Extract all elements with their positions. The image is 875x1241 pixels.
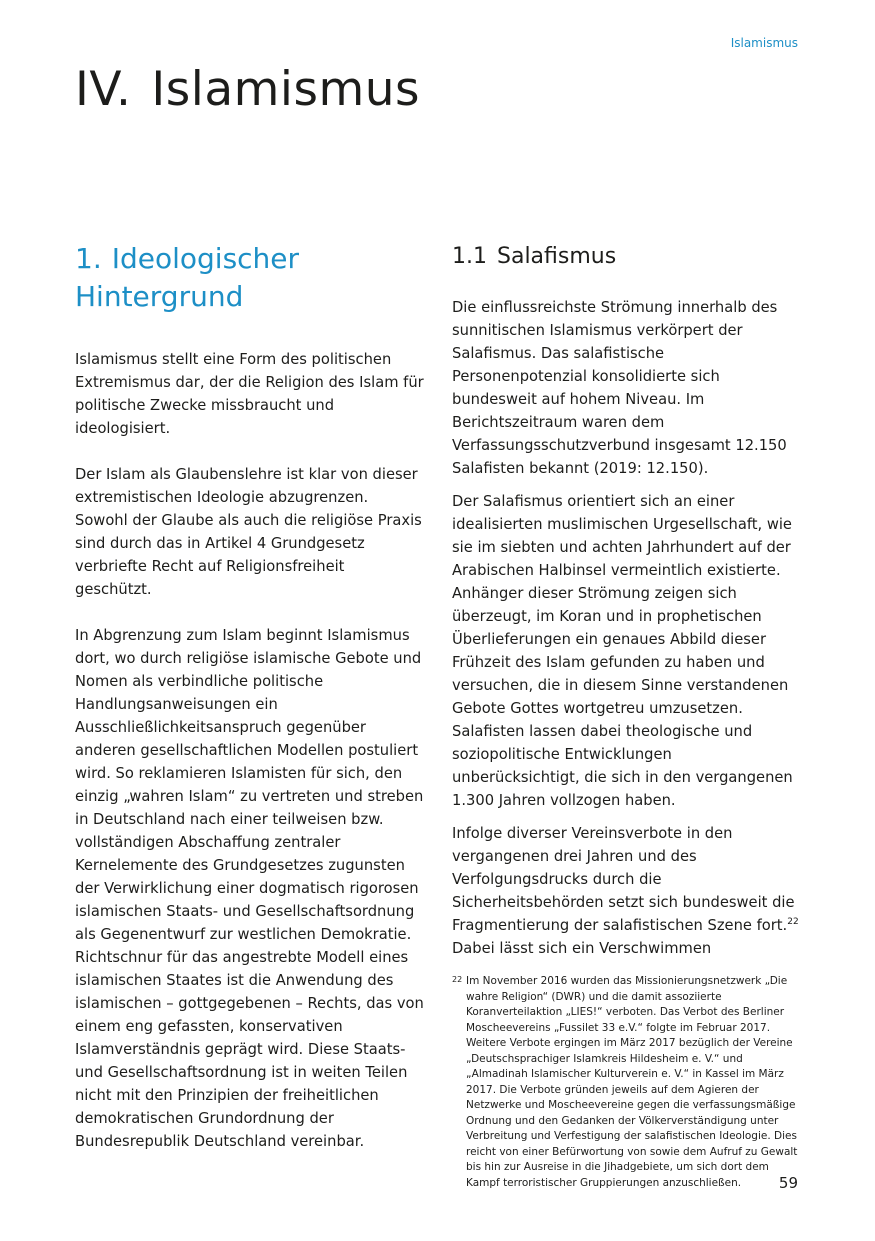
section-title	[75, 240, 425, 316]
subsection-paragraph-2: Der Salafismus orientiert sich an einer idealisierten muslimischen Urgesellschaft, wie sie im siebten und achten Jahrhundert auf der Arabischen Halbinsel vermeintlich existierte. Anhänger dieser Strömung zeigen sich überzeugt, im Koran und in prophetischen Überlieferungen ein genaues Abbild dieser Frühzeit des Islam gefunden zu haben und versuchen, die in diesem Sinne verstandenen Gebote Gottes wortgetreu umzusetzen. Salafisten lassen dabei theologische und soziopolitische Entwicklungen unberücksichtigt, die sich in den vergangenen 1.300 Jahren vollzogen haben.	[452, 493, 793, 809]
running-head: Islamismus	[730, 36, 798, 50]
section-paragraph-1: Islamismus stellt eine Form des politischen Extremismus dar, der die Religion des Islam für politische Zwecke missbraucht und ideologisiert.	[75, 351, 424, 437]
chapter-title	[75, 62, 420, 117]
paragraph-3-text-before: Infolge diverser Vereinsverbote in den vergangenen drei Jahren und des Verfolgungsdrucks durch die Sicherheitsbehörden setzt sich bundesweit die Fragmentierung der salafistischen Szene fort.	[452, 825, 795, 934]
subsection-title-text: Salafismus	[497, 244, 617, 269]
section-paragraph-3: In Abgrenzung zum Islam beginnt Islamismus dort, wo durch religiöse islamische Gebote und Nomen als verbindliche politische Handlungsanweisungen ein Ausschließlichkeitsanspruch gegenüber anderen gesellschaftlichen Modellen postuliert wird. So reklamieren Islamisten für sich, den einzig „wahren Islam“ zu vertreten und streben in Deutschland nach einer teilweisen bzw. vollständigen Abschaffung zentraler Kernelemente des Grundgesetzes zugunsten der Verwirklichung einer dogmatisch rigorosen islamischen Staats- und Gesellschaftsordnung als Gegenentwurf zur westlichen Demokratie. Richtschnur für das angestrebte Modell eines islamischen Staates ist die Anwendung des islamischen – gottgegebenen – Rechts, das von einem eng gefassten, konservativen Islamverständnis geprägt wird. Diese Staats- und Gesellschaftsordnung ist in weiten Teilen nicht mit den Prinzipien der freiheitlichen demokratischen Grundordnung der Bundesrepublik Deutschland vereinbar.	[75, 627, 424, 1150]
subsection-number: 1.1	[452, 244, 487, 269]
subsection-paragraph-3	[452, 822, 802, 960]
section-title-line1: Ideologischer	[111, 242, 300, 275]
chapter-number: IV.	[75, 62, 132, 117]
chapter-title-text: Islamismus	[151, 62, 421, 117]
footnote-number: 22	[452, 975, 463, 984]
paragraph-3-text-after: Dabei lässt sich ein Verschwimmen	[452, 940, 712, 957]
footnote-text: Im November 2016 wurden das Missionierungsnetzwerk „Die wahre Religion“ (DWR) und die damit assoziierte Koranverteilaktion „LIES!“ verboten. Das Verbot des Berliner Moscheevereins „Fussilet 33 e.V.“ folgte im Februar 2017. Weitere Verbote ergingen im März 2017 bezüglich der Vereine „Deutschsprachiger Islamkreis Hildesheim e. V.“ und „Almadinah Islamischer Kulturverein e. V.“ in Kassel im März 2017. Die Verbote gründen jeweils auf dem Agieren der Netzwerke und Moscheevereine gegen die verfassungsmäßige Ordnung und den Gedanken der Völkerverständigung unter Verbreitung und Verfestigung der salafistischen Ideologie. Dies reicht von einer Befürwortung von sowie dem Aufruf zu Gewalt bis hin zur Ausreise in die Jihadgebiete, um sich dort dem Kampf terroristischer Gruppierungen anzuschließen.	[466, 975, 798, 1189]
subsection-title	[452, 240, 802, 274]
footnote	[452, 974, 802, 1191]
page-number: 59	[778, 1174, 798, 1192]
section-number: 1.	[75, 242, 102, 275]
footnote-reference[interactable]: 22	[787, 917, 799, 928]
section-title-line2: Hintergrund	[75, 280, 244, 313]
left-column	[75, 240, 425, 1176]
right-column	[452, 240, 802, 1191]
section-paragraph-2: Der Islam als Glaubenslehre ist klar von dieser extremistischen Ideologie abzugrenzen. Sowohl der Glaube als auch die religiöse Praxis sind durch das in Artikel 4 Grundgesetz verbriefte Recht auf Religionsfreiheit geschützt.	[75, 466, 422, 598]
subsection-paragraph-1: Die einflussreichste Strömung innerhalb des sunnitischen Islamismus verkörpert der Salafismus. Das salafistische Personenpotenzial konsolidierte sich bundesweit auf hohem Niveau. Im Berichtszeitraum waren dem Verfassungsschutzverbund insgesamt 12.150 Salafisten bekannt (2019: 12.150).	[452, 299, 787, 477]
